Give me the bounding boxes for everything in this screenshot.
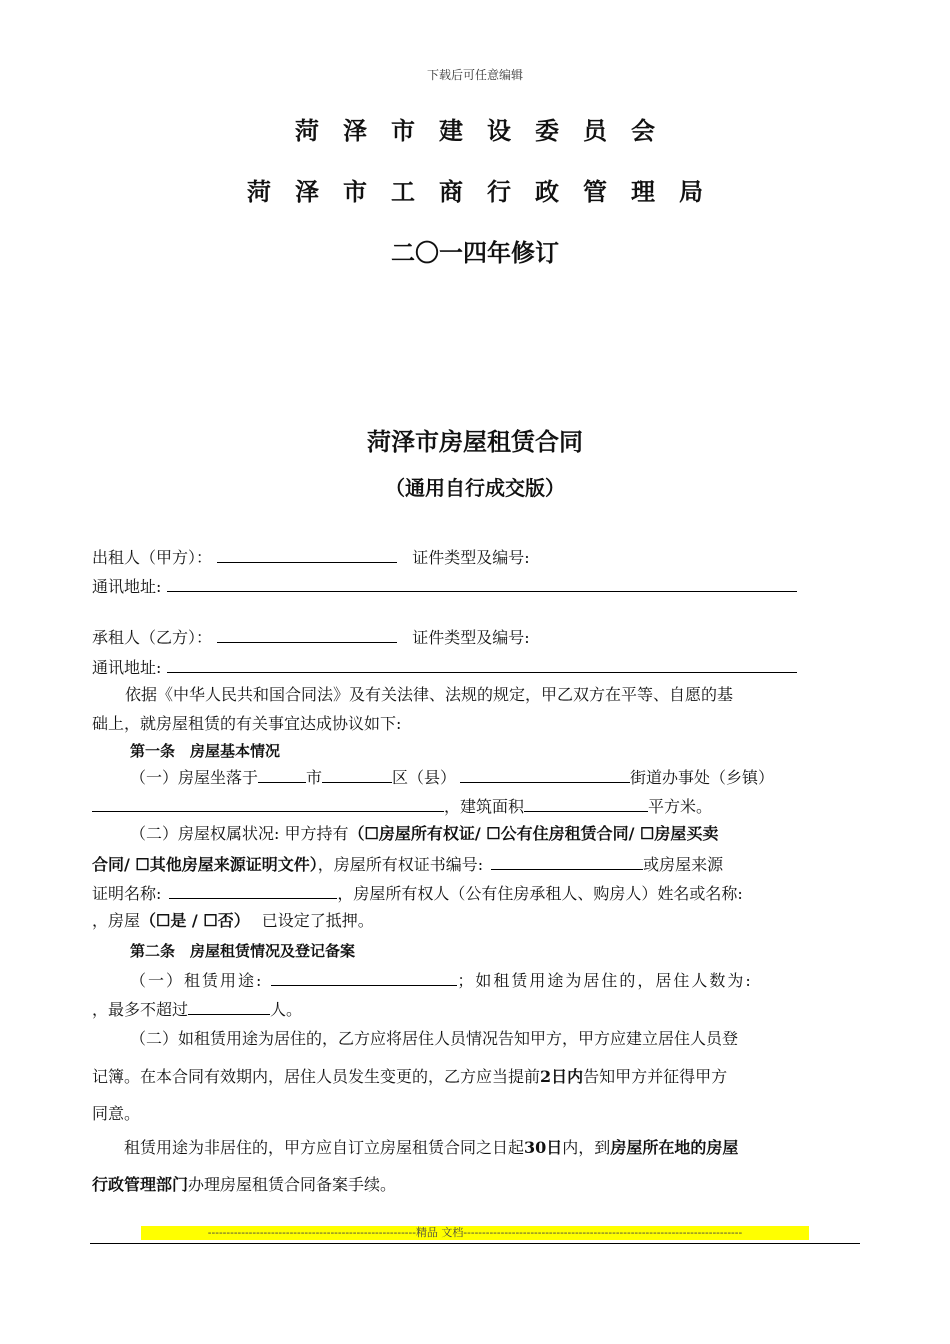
usage-field[interactable] bbox=[271, 968, 457, 986]
lessor-address-row bbox=[92, 574, 797, 598]
article2-item2-line1: （二）如租赁用途为居住的，乙方应将居住人员情况告知甲方，甲方应建立居住人员登 bbox=[130, 1029, 739, 1048]
ownership-prefix: （二）房屋权属状况: 甲方持有 bbox=[130, 824, 349, 843]
lessor-row bbox=[92, 545, 530, 569]
owner-name-label: ，房屋所有权人（公有住房承租人、购房人）姓名或名称: bbox=[337, 884, 743, 903]
residents-label: ；如租赁用途为居住的，居住人数为: bbox=[457, 971, 753, 990]
lessee-label: 承租人（乙方）： bbox=[92, 628, 213, 647]
preamble-line-2: 础上，就房屋租赁的有关事宜达成协议如下: bbox=[92, 714, 402, 733]
nonres-authority-a: 房屋所在地的房屋 bbox=[610, 1138, 739, 1157]
lessee-address-label: 通讯地址: bbox=[92, 658, 162, 677]
lessor-name-field[interactable] bbox=[217, 545, 397, 563]
notice-text-a: 记簿。在本合同有效期内，居住人员发生变更的，乙方应当提前 bbox=[92, 1067, 541, 1086]
location-prefix: （一）房屋坐落于 bbox=[130, 768, 259, 787]
area-label: ，建筑面积 bbox=[444, 797, 525, 816]
persons-unit: 人。 bbox=[270, 1000, 303, 1019]
contract-subtitle: （通用自行成交版） bbox=[385, 476, 565, 500]
source-label: 或房屋来源 bbox=[643, 855, 724, 874]
notice-text-b: 告知甲方并征得甲方 bbox=[583, 1067, 728, 1086]
lessor-label: 出租人（甲方）： bbox=[92, 548, 213, 567]
district-label: 区（县） bbox=[392, 768, 457, 787]
article2-item2-line3: 同意。 bbox=[92, 1104, 141, 1123]
article2-item2-line2 bbox=[92, 1066, 727, 1088]
nonres-text-b: 内，到 bbox=[562, 1138, 611, 1157]
footer-divider bbox=[90, 1243, 860, 1244]
city-field[interactable] bbox=[258, 765, 306, 783]
article2-item1-line2 bbox=[92, 997, 302, 1021]
contract-title: 菏泽市房屋租赁合同 bbox=[367, 427, 583, 456]
article1-item2-line2 bbox=[92, 852, 723, 876]
cert-number-label: ，房屋所有权证书编号: bbox=[317, 855, 484, 874]
lessee-address-field[interactable] bbox=[167, 655, 797, 673]
lessee-name-field[interactable] bbox=[217, 625, 397, 643]
proof-name-field[interactable] bbox=[169, 881, 337, 899]
city-label: 市 bbox=[306, 768, 323, 787]
ownership-options[interactable]: （☐房屋所有权证/ ☐公有住房租赁合同/ ☐房屋买卖 bbox=[348, 824, 719, 843]
nonres-authority-b: 行政管理部门 bbox=[92, 1175, 189, 1194]
article1-item2-line4 bbox=[92, 910, 374, 932]
org-line-commerce: 菏泽市工商行政管理局 bbox=[247, 177, 727, 206]
proof-name-label: 证明名称: bbox=[92, 884, 162, 903]
cert-number-field[interactable] bbox=[491, 852, 643, 870]
district-field[interactable] bbox=[322, 765, 392, 783]
address-detail-field[interactable] bbox=[92, 794, 444, 812]
article1-item1-line1 bbox=[130, 765, 774, 789]
mortgage-prefix: ，房屋 bbox=[92, 911, 141, 930]
nonres-days: 30日 bbox=[524, 1138, 563, 1157]
nonres-line2 bbox=[92, 1174, 396, 1196]
nonres-text-a: 租赁用途为非居住的，甲方应自订立房屋租赁合同之日起 bbox=[124, 1138, 525, 1157]
max-residents-label: ，最多不超过 bbox=[92, 1000, 189, 1019]
street-label: 街道办事处（乡镇） bbox=[630, 768, 775, 787]
lessee-row bbox=[92, 625, 530, 649]
org-line-construction: 菏泽市建设委员会 bbox=[295, 116, 679, 145]
article2-item1-line1 bbox=[130, 968, 753, 992]
article1-heading: 第一条 房屋基本情况 bbox=[130, 742, 281, 760]
lessor-address-label: 通讯地址: bbox=[92, 577, 162, 596]
mortgage-suffix: 已设定了抵押。 bbox=[261, 911, 374, 930]
article2-heading: 第二条 房屋租赁情况及登记备案 bbox=[130, 942, 356, 960]
lessor-address-field[interactable] bbox=[167, 574, 797, 592]
area-unit: 平方米。 bbox=[648, 797, 713, 816]
nonres-line1 bbox=[124, 1137, 738, 1159]
article1-item2-line3 bbox=[92, 881, 743, 905]
street-field[interactable] bbox=[460, 765, 630, 783]
header-note: 下载后可任意编辑 bbox=[426, 68, 523, 82]
lessor-id-label: 证件类型及编号: bbox=[412, 548, 530, 567]
preamble-line-1: 依据《中华人民共和国合同法》及有关法律、法规的规定，甲乙双方在平等、自愿的基 bbox=[125, 685, 734, 704]
notice-days: 2日内 bbox=[540, 1067, 584, 1086]
nonres-text-c: 办理房屋租赁合同备案手续。 bbox=[188, 1175, 397, 1194]
revision-line: 二〇一四年修订 bbox=[391, 238, 559, 267]
max-residents-field[interactable] bbox=[188, 997, 270, 1015]
mortgage-options[interactable]: （☐是 / ☐否） bbox=[140, 911, 250, 930]
usage-label: （一）租赁用途: bbox=[130, 971, 264, 990]
footer-watermark-bar: --------------------------------------------------------精品 文档--------------------------------------------------------------------------- bbox=[141, 1226, 809, 1240]
article1-item1-line2 bbox=[92, 794, 712, 818]
lessee-address-row bbox=[92, 655, 797, 679]
lessee-id-label: 证件类型及编号: bbox=[412, 628, 530, 647]
article1-item2-line1 bbox=[130, 823, 718, 845]
ownership-options-cont[interactable]: 合同/ ☐其他房屋来源证明文件） bbox=[92, 855, 318, 874]
area-field[interactable] bbox=[524, 794, 648, 812]
